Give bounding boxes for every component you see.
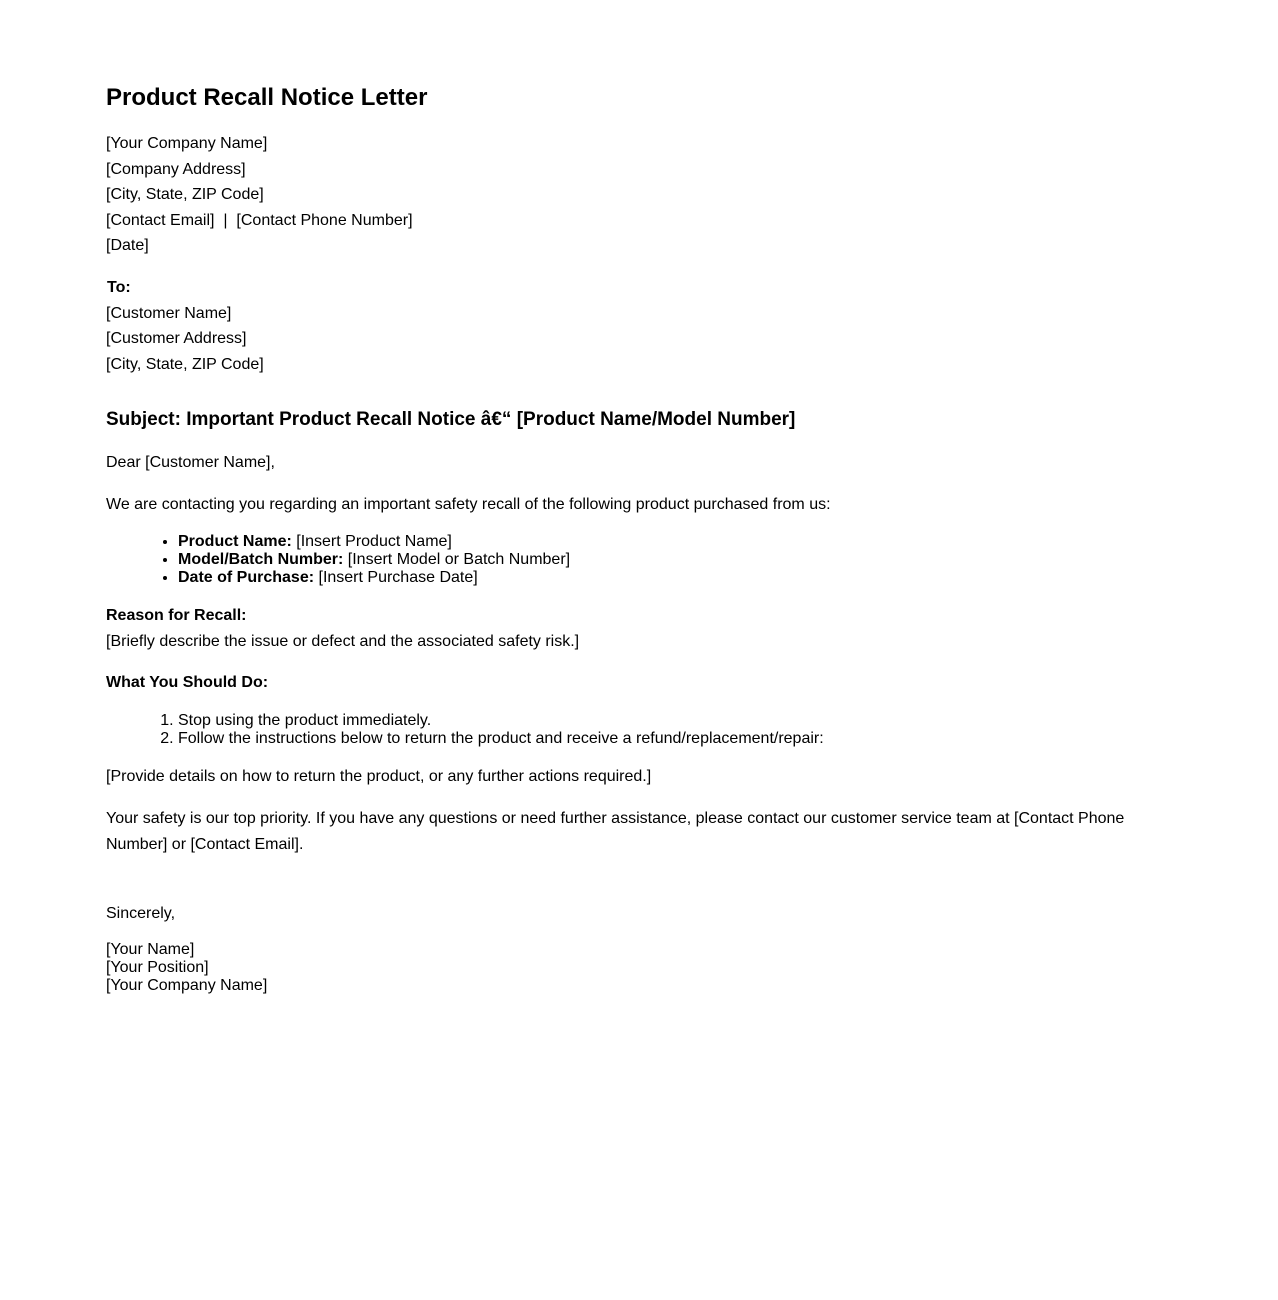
sender-address-block	[106, 131, 413, 259]
sender-city-state-zip: [City, State, ZIP Code]	[106, 186, 264, 203]
document-title: Product Recall Notice Letter	[106, 84, 428, 111]
detail-value: [Insert Purchase Date]	[314, 569, 478, 586]
signature-company: [Your Company Name]	[106, 977, 268, 994]
detail-label: Date of Purchase:	[178, 569, 315, 586]
return-details-paragraph: [Provide details on how to return the product, or any further actions required.]	[106, 768, 652, 785]
sender-company-address: [Company Address]	[106, 160, 246, 178]
signoff: Sincerely,	[106, 905, 176, 922]
sender-company-name: [Your Company Name]	[106, 135, 268, 152]
reason-heading: Reason for Recall:	[106, 607, 247, 624]
product-details-list	[106, 533, 570, 587]
list-item-model-batch	[178, 551, 570, 569]
salutation: Dear [Customer Name],	[106, 454, 275, 471]
actions-heading: What You Should Do:	[106, 674, 269, 691]
recipient-address-block	[106, 275, 264, 377]
intro-paragraph: We are contacting you regarding an important safety recall of the following product purchased from us:	[106, 496, 831, 513]
sender-contact-line: [Contact Email] | [Contact Phone Number]	[106, 211, 413, 229]
recipient-label: To:	[107, 279, 131, 296]
detail-label: Product Name:	[178, 533, 292, 550]
signature-position: [Your Position]	[106, 959, 209, 976]
detail-value: [Insert Model or Batch Number]	[343, 551, 571, 568]
list-item-step-2: 2. Follow the instructions below to return the product and receive a refund/replacement/repair:	[178, 730, 824, 748]
list-item-product-name	[178, 533, 570, 551]
reason-section	[106, 603, 579, 654]
signature-name: [Your Name]	[106, 941, 195, 958]
closing-paragraph: Your safety is our top priority. If you have any questions or need further assistance, please contact our customer service team at [Contact Phone Number] or [Contact Email].	[106, 810, 1125, 853]
actions-steps-list	[106, 712, 824, 748]
recipient-address: [Customer Address]	[106, 330, 247, 347]
list-item-purchase-date	[178, 569, 570, 587]
detail-value: [Insert Product Name]	[291, 533, 452, 550]
detail-label: Model/Batch Number:	[178, 551, 344, 568]
signature-block	[106, 941, 267, 995]
recipient-city-state-zip: [City, State, ZIP Code]	[106, 355, 264, 373]
list-item-step-1: 1. Stop using the product immediately.	[178, 712, 824, 730]
subject-heading: Subject: Important Product Recall Notice â€“ [Product Name/Model Number]	[106, 409, 796, 430]
reason-text: [Briefly describe the issue or defect and the associated safety risk.]	[106, 632, 580, 650]
letter-date: [Date]	[106, 237, 149, 254]
recipient-name: [Customer Name]	[106, 304, 232, 322]
